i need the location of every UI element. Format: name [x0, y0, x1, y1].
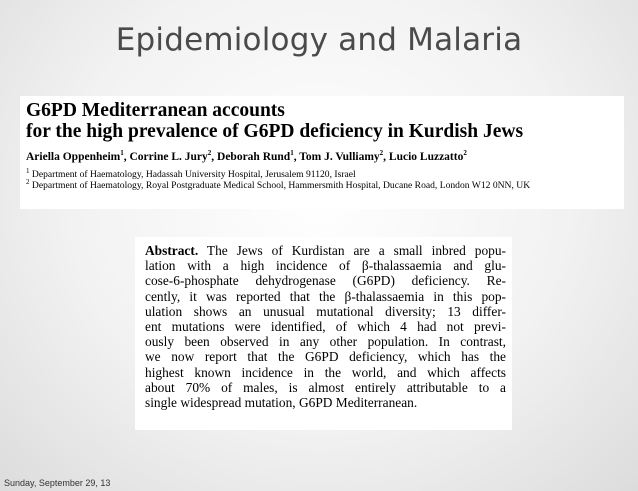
- author-separator: ,: [293, 151, 300, 163]
- paper-title-line-1: G6PD Mediterranean accounts: [26, 100, 285, 121]
- author-affiliation-mark: 1: [290, 149, 294, 158]
- paper-title-line-2: for the high prevalence of G6PD deficiency in Kurdish Jews: [26, 121, 524, 142]
- author-affiliation-mark: 2: [207, 149, 212, 158]
- abstract-line: ent mutations were identified, of which 4 had not previ-: [145, 319, 506, 335]
- abstract-line: single widespread mutation, G6PD Mediterranean.: [145, 395, 418, 411]
- abstract-line: cose-6-phosphate dehydrogenase (G6PD) deficiency. Re-: [145, 273, 506, 289]
- affiliation-text: Department of Haematology, Royal Postgraduate Medical School, Hammersmith Hospital, Ducane Road, London W12 0NN, UK: [29, 180, 531, 191]
- author-affiliation-mark: 2: [379, 149, 384, 158]
- affiliation-mark: 1: [26, 166, 30, 175]
- author: [299, 151, 389, 163]
- abstract-line: cently, it was reported that the β-thalassaemia in this pop-: [145, 288, 506, 304]
- abstract-line: [145, 243, 506, 258]
- affiliation-mark: 2: [26, 177, 30, 186]
- paper-header-clipping: [20, 96, 624, 209]
- abstract-line: about 70% of males, is almost entirely attributable to a: [145, 379, 506, 395]
- abstract-line-text: The Jews of Kurdistan are a small inbred popu-: [198, 243, 506, 258]
- author: [130, 151, 218, 163]
- abstract-label: Abstract.: [145, 243, 199, 258]
- abstract-line: ously been observed in any other population. In contrast,: [145, 334, 506, 350]
- slide-title: Epidemiology and Malaria: [115, 22, 523, 58]
- author-separator: ,: [123, 151, 130, 163]
- abstract-line: highest known incidence in the world, and which affects: [145, 364, 506, 380]
- author-name: Tom J. Vulliamy: [299, 151, 380, 163]
- author-affiliation-mark: 2: [463, 149, 467, 158]
- author-list: [26, 151, 624, 163]
- author: [389, 151, 467, 163]
- affiliation-text: Department of Haematology, Hadassah University Hospital, Jerusalem 91120, Israel: [29, 169, 356, 180]
- author-separator: ,: [211, 151, 218, 163]
- affiliation: [26, 177, 624, 191]
- paper-title: [26, 100, 624, 142]
- abstract-line: lation with a high incidence of β-thalassaemia and glu-: [145, 258, 506, 274]
- author-name: Corrine L. Jury: [129, 151, 208, 163]
- author: [26, 151, 130, 163]
- affiliation: [26, 166, 624, 180]
- abstract-clipping: [135, 237, 512, 430]
- author-name: Lucio Luzzatto: [388, 151, 464, 163]
- author-name: Ariella Oppenheim: [26, 151, 121, 163]
- author-affiliation-mark: 1: [120, 149, 124, 158]
- author-separator: ,: [383, 151, 389, 163]
- abstract-line: ulation shows an unusual mutational diversity; 13 differ-: [145, 303, 506, 319]
- author-name: Deborah Rund: [217, 151, 291, 163]
- affiliation-list: [26, 166, 624, 191]
- abstract-line: we now report that the G6PD deficiency, which has the: [145, 349, 506, 365]
- author: [217, 151, 299, 163]
- footer-date: Sunday, September 29, 13: [4, 478, 111, 488]
